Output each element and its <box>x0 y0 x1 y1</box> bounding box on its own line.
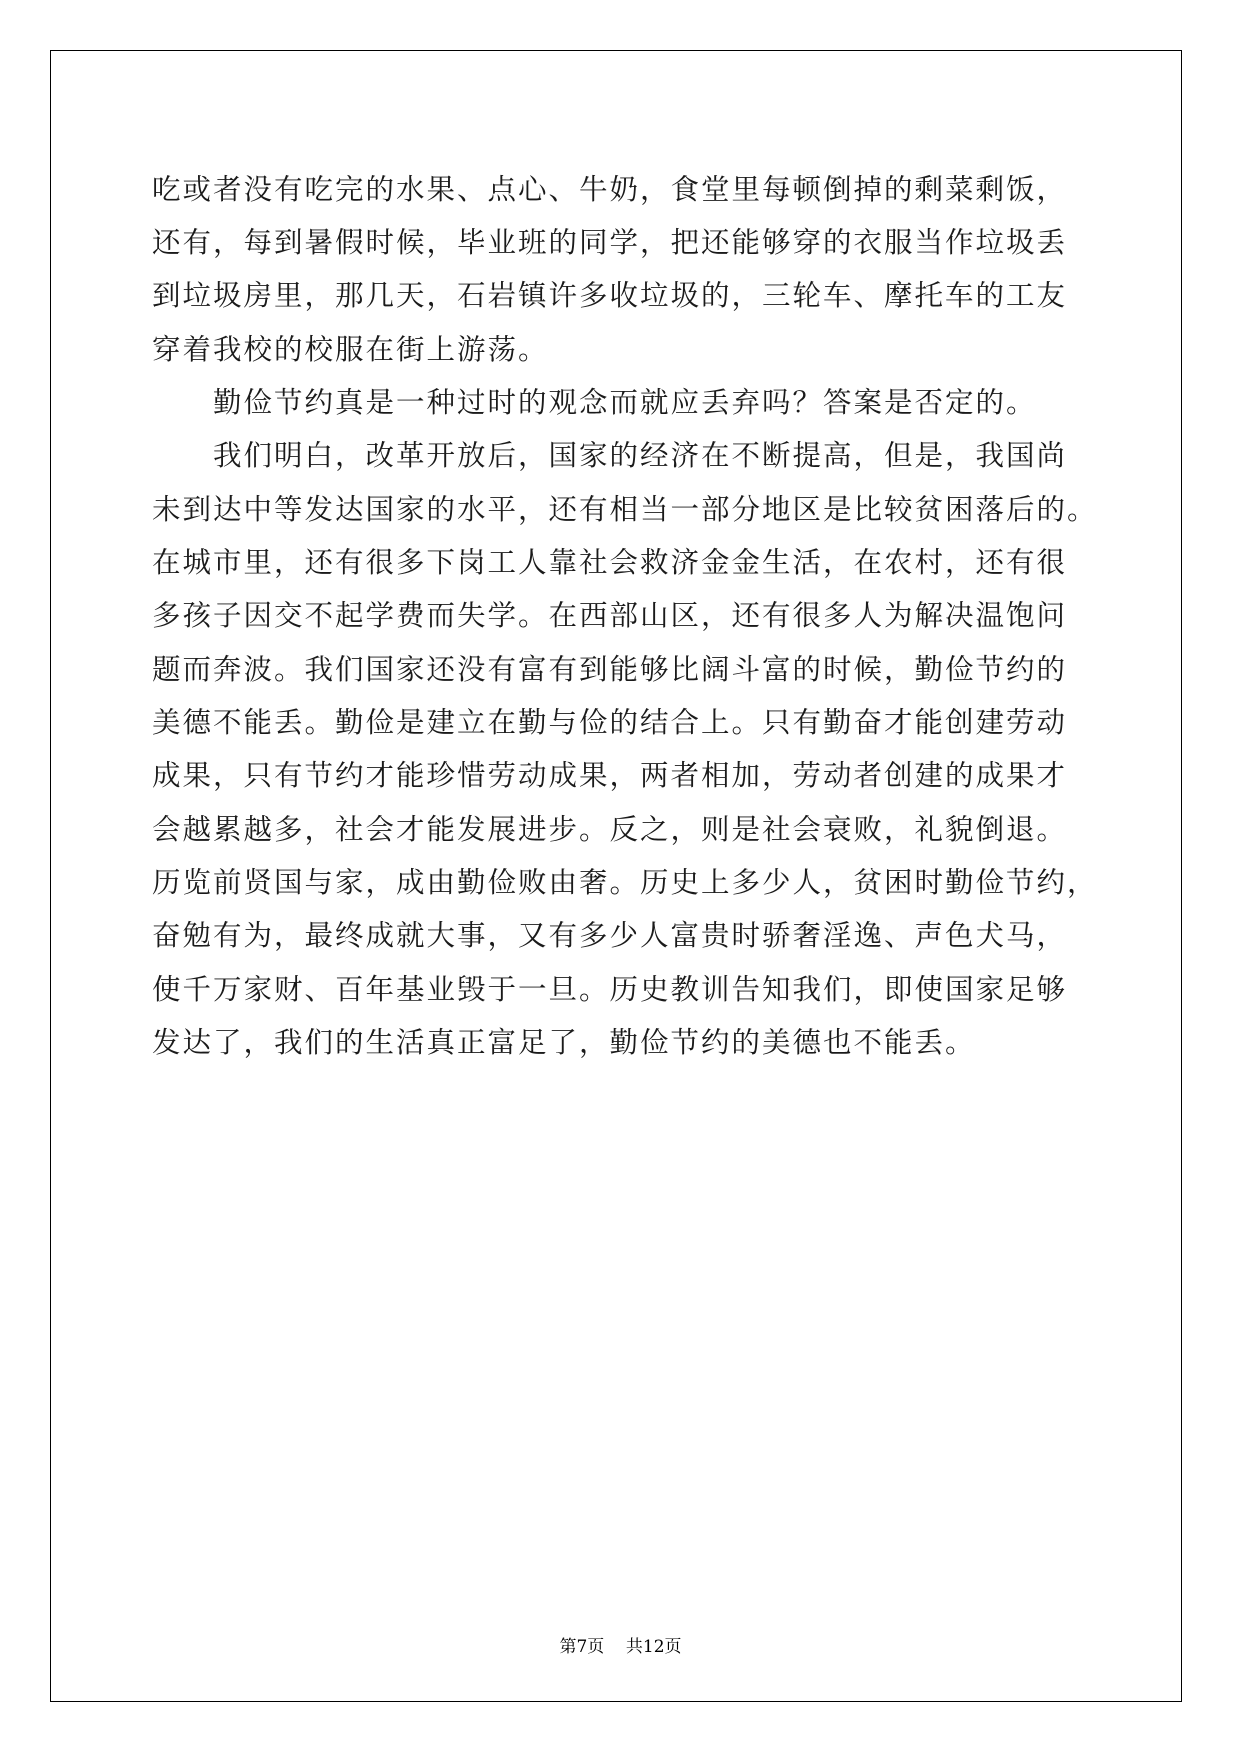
text-line: 在城市里，还有很多下岗工人靠社会救济金金生活，在农村，还有很 <box>152 546 1068 579</box>
text-line: 多孩子因交不起学费而失学。在西部山区，还有很多人为解决温饱问 <box>152 599 1068 632</box>
text-line: 美德不能丢。勤俭是建立在勤与俭的结合上。只有勤奋才能创建劳动 <box>152 706 1068 739</box>
text-line: 穿着我校的校服在街上游荡。 <box>152 333 549 366</box>
page-number-footer: 第7页 共12页 <box>559 1637 682 1657</box>
text-line: 奋勉有为，最终成就大事，又有多少人富贵时骄奢淫逸、声色犬马， <box>152 919 1068 952</box>
paragraph-start-line: 勤俭节约真是一种过时的观念而就应丢弃吗？答案是否定的。 <box>213 386 1037 419</box>
text-line: 成果，只有节约才能珍惜劳动成果，两者相加，劳动者创建的成果才 <box>152 759 1068 792</box>
paragraph-start-line: 我们明白，改革开放后，国家的经济在不断提高，但是，我国尚 <box>213 439 1068 472</box>
text-line: 到垃圾房里，那几天，石岩镇许多收垃圾的，三轮车、摩托车的工友 <box>152 279 1068 312</box>
text-line: 历览前贤国与家，成由勤俭败由奢。历史上多少人，贫困时勤俭节约， <box>152 866 1098 899</box>
text-line: 还有，每到暑假时候，毕业班的同学，把还能够穿的衣服当作垃圾丢 <box>152 226 1068 259</box>
text-line: 未到达中等发达国家的水平，还有相当一部分地区是比较贫困落后的。 <box>152 493 1098 526</box>
text-line: 使千万家财、百年基业毁于一旦。历史教训告知我们，即使国家足够 <box>152 973 1068 1006</box>
text-line: 发达了，我们的生活真正富足了，勤俭节约的美德也不能丢。 <box>152 1026 976 1059</box>
text-line: 题而奔波。我们国家还没有富有到能够比阔斗富的时候，勤俭节约的 <box>152 653 1068 686</box>
text-line: 吃或者没有吃完的水果、点心、牛奶，食堂里每顿倒掉的剩菜剩饭， <box>152 173 1068 206</box>
text-line: 会越累越多，社会才能发展进步。反之，则是社会衰败，礼貌倒退。 <box>152 813 1068 846</box>
